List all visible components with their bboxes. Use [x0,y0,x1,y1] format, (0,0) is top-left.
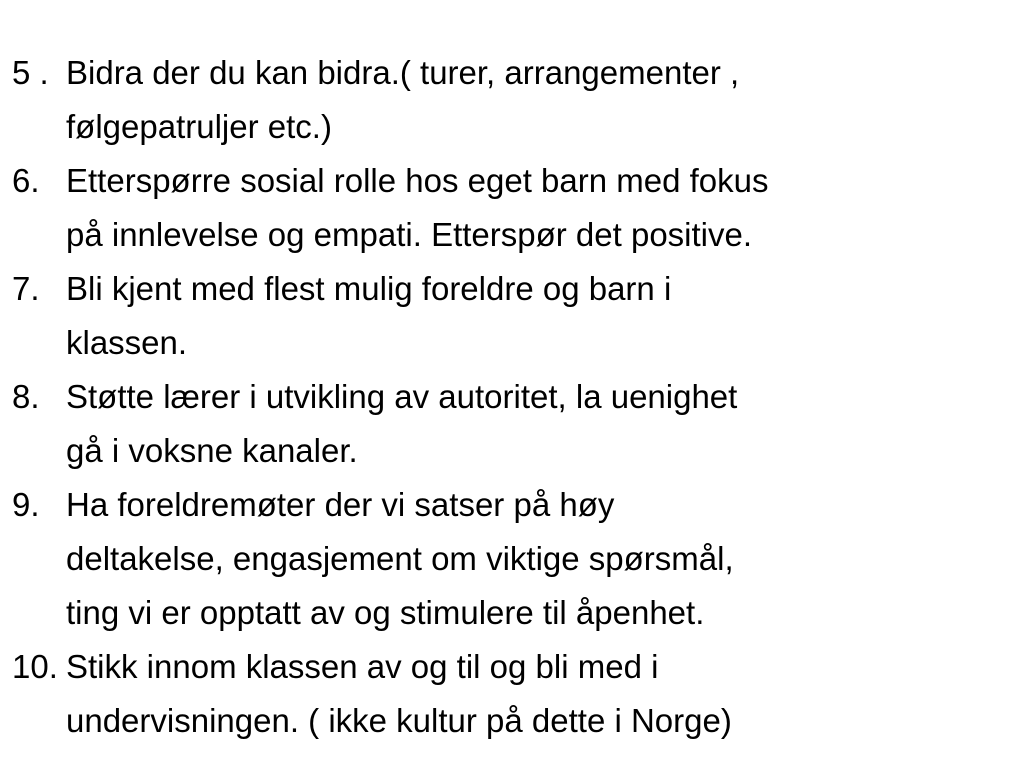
list-item-number: 5 . [12,54,49,91]
list-item-text: Ha foreldremøter der vi satser på høy deltakelse, engasjement om viktige spørsmål, ting vi er opptatt av og stimulere til åpenhet. [66,486,734,631]
list-item [0,478,1024,640]
list-item-text: Støtte lærer i utvikling av autoritet, la uenighet gå i voksne kanaler. [66,378,738,469]
list-item-text: Etterspørre sosial rolle hos eget barn med fokus på innlevelse og empati. Etterspør det positive. [66,162,769,253]
list-item-text: Stikk innom klassen av og til og bli med i undervisningen. ( ikke kultur på dette i Norge) [66,648,732,739]
list-item [0,46,1024,154]
list-item [0,154,1024,262]
list-item-number: 6. [12,162,40,199]
numbered-list [0,46,1024,748]
list-item-number: 10. [12,648,58,685]
list-item-text: Bli kjent med flest mulig foreldre og barn i klassen. [66,270,672,361]
list-item [0,262,1024,370]
list-item-number: 7. [12,270,40,307]
list-item-number: 9. [12,486,40,523]
list-item [0,370,1024,478]
list-item [0,640,1024,748]
list-item-text: Bidra der du kan bidra.( turer, arrangementer , følgepatruljer etc.) [66,54,740,145]
list-item-number: 8. [12,378,40,415]
